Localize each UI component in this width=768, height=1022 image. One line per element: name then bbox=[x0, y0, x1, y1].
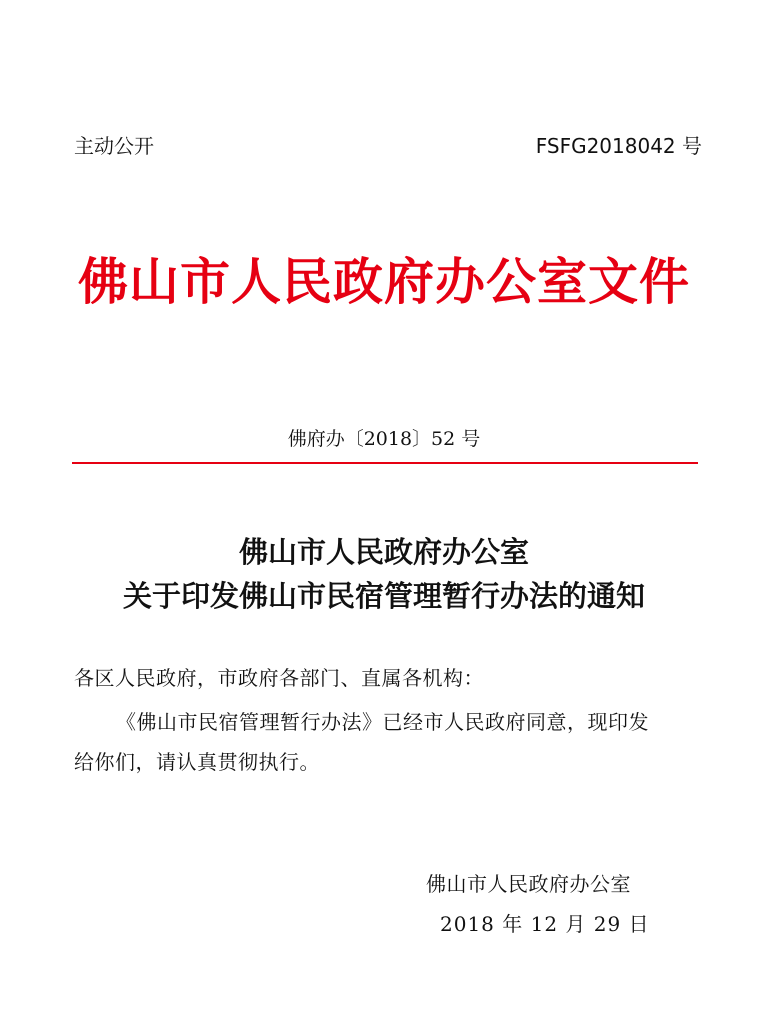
document-code: FSFG2018042 号 bbox=[535, 134, 702, 158]
issue-date: 2018 年 12 月 29 日 bbox=[440, 912, 650, 936]
document-title-line-2: 关于印发佛山市民宿管理暂行办法的通知 bbox=[122, 579, 645, 613]
masthead-title: 佛山市人民政府办公室文件 bbox=[78, 252, 690, 311]
body-paragraph-line-2: 给你们，请认真贯彻执行。 bbox=[74, 750, 320, 774]
addressee: 各区人民政府，市政府各部门、直属各机构： bbox=[74, 666, 484, 690]
body-paragraph-line-1: 《佛山市民宿管理暂行办法》已经市人民政府同意，现印发 bbox=[116, 710, 649, 734]
document-number: 佛府办〔2018〕52 号 bbox=[287, 428, 481, 450]
document-title-line-1: 佛山市人民政府办公室 bbox=[238, 535, 529, 569]
issuer-signature: 佛山市人民政府办公室 bbox=[426, 872, 631, 896]
red-divider-line bbox=[72, 462, 698, 464]
disclosure-label: 主动公开 bbox=[74, 134, 154, 158]
